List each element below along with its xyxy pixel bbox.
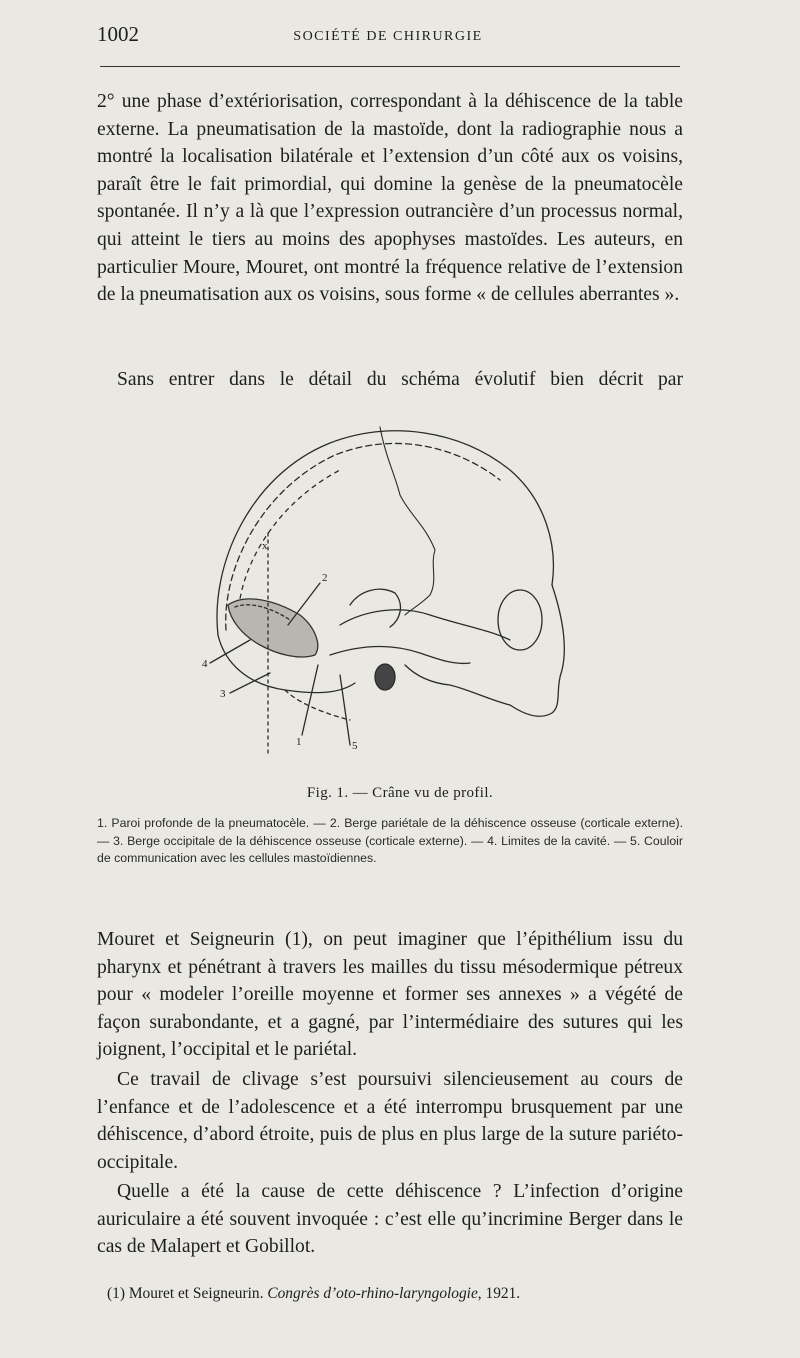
page-number: 1002 [97, 22, 139, 46]
label-2: 2 [322, 572, 328, 584]
footnote-marker: (1) [107, 1285, 125, 1302]
paragraph-4: Ce travail de clivage s’est poursuivi silencieusement au cours de l’enfance et de l’adolescence et a été interrompu brusquement par une déhiscence, d’abord étroite, puis de plus en plus large de la suture pariéto-occipitale. [97, 1069, 683, 1173]
skull-illustration [190, 415, 570, 775]
label-4: 4 [202, 658, 208, 670]
footnote-authors: Mouret et Seigneurin. [128, 1285, 264, 1302]
label-3: 3 [220, 688, 226, 700]
label-5: 5 [352, 740, 358, 752]
paragraph-2: Sans entrer dans le détail du schéma évolutif bien décrit par [117, 369, 683, 390]
label-1: 1 [296, 736, 302, 748]
paragraph-1: 2° une phase d’extériorisation, correspondant à la déhiscence de la table externe. La pneumatisation de la mastoïde, dont la radiographie nous a montré la localisation bilatérale et l’extension d’un côté aux os voisins, paraît être le fait primordial, qui domine la genèse de la pneumatocèle spontanée. Il n’y a là que l’expression outrancière d’un processus normal, qui atteint le tiers au moins des apophyses mastoïdes. Les auteurs, en particulier Moure, Mouret, ont montré la fréquence relative de l’extension de la pneumatisation aux os voisins, sous forme « de cellules aberrantes ». [97, 91, 683, 306]
paragraph-5: Quelle a été la cause de cette déhiscence ? L’infection d’origine auriculaire a été souvent invoquée : c’est elle qu’incrimine Berger dans le cas de Malapert et Gobillot. [97, 1181, 683, 1258]
footnote [107, 1284, 683, 1304]
paragraph-3: Mouret et Seigneurin (1), on peut imaginer que l’épithélium issu du pharynx et pénétrant à travers les mailles du tissu mésodermique pétreux pour « modeler l’oreille moyenne et former ses annexes » a végété de façon surabondante, et a gagné, par l’intermédiaire des sutures qui les joignent, l’occipital et le pariétal. [97, 929, 683, 1061]
footnote-year: , 1921. [477, 1285, 521, 1302]
figure-legend: 1. Paroi profonde de la pneumatocèle. — 2. Berge pariétale de la déhiscence osseuse (corticale externe). — 3. Berge occipitale de la déhiscence osseuse (corticale externe). — 4. Limites de la cavité. — 5. Couloir de communication avec les cellules mastoïdiennes. [97, 816, 683, 865]
running-title: SOCIÉTÉ DE CHIRURGIE [293, 29, 483, 44]
figure-caption: Fig. 1. — Crâne vu de profil. [306, 785, 494, 801]
header-rule [100, 66, 680, 67]
footnote-title: Congrès d’oto-rhino-laryngologie [267, 1285, 478, 1302]
label-x: x [262, 540, 268, 552]
page-header [97, 22, 679, 52]
